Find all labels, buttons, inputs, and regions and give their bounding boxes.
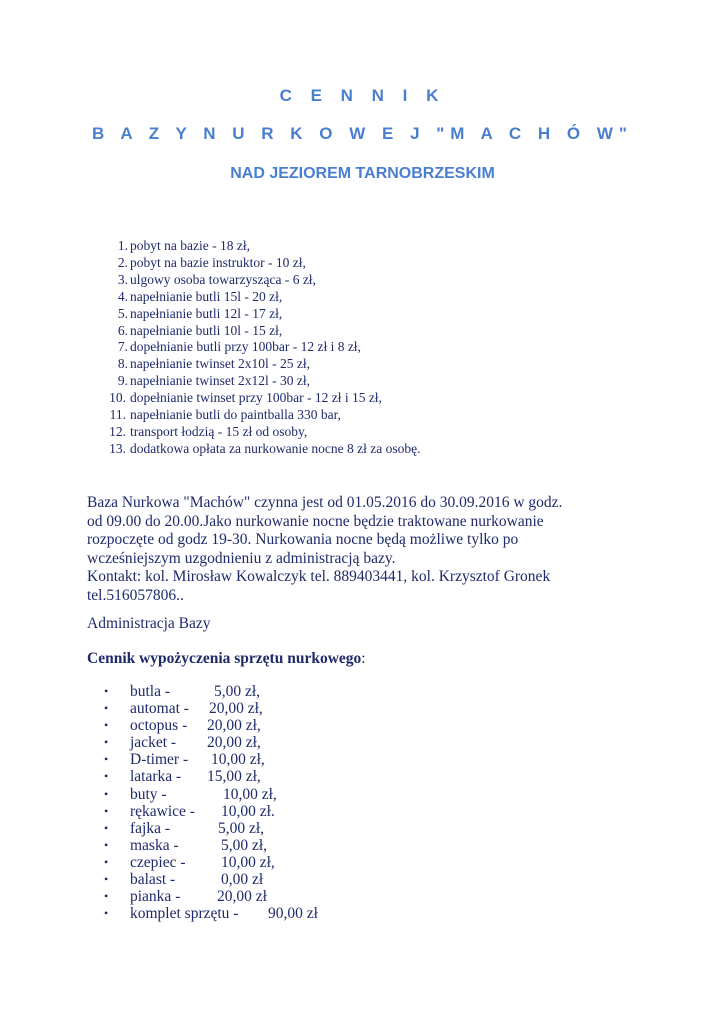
rental-item-name: maska -	[130, 836, 179, 854]
rental-item	[104, 786, 318, 803]
bullet-icon: •	[104, 854, 109, 869]
rental-item-price: 5,00 zł,	[214, 683, 261, 700]
list-item-number: 9.	[117, 373, 128, 389]
rental-item-name: balast -	[130, 871, 176, 889]
list-item-text: napełnianie butli 10l - 15 zł,	[130, 322, 283, 338]
rental-item-price: 20,00 zł	[217, 888, 267, 906]
bullet-icon: •	[104, 820, 109, 835]
document-title: C E N N I K	[279, 86, 446, 105]
bullet-icon: •	[104, 872, 109, 887]
rental-item-price: 10,00 zł.	[221, 802, 275, 820]
rental-item-price: 10,00 zł,	[221, 853, 275, 871]
rental-item-name: octopus -	[130, 717, 188, 735]
rental-item	[104, 803, 318, 820]
list-item-text: napełnianie twinset 2x12l - 30 zł,	[130, 373, 310, 389]
list-item-number: 4.	[117, 288, 128, 304]
rental-item-price: 5,00 zł,	[218, 819, 265, 837]
admin-signature: Administracja Bazy	[87, 615, 211, 632]
list-item-text: transport łodzią - 15 zł od osoby,	[130, 423, 308, 439]
rental-item	[104, 888, 318, 905]
list-item-text: dopełnianie butli przy 100bar - 12 zł i 8 zł,	[130, 339, 361, 355]
document-location: NAD JEZIOREM TARNOBRZESKIM	[230, 165, 495, 182]
rental-item-name: pianka -	[130, 888, 181, 906]
list-item-number: 8.	[117, 356, 128, 372]
info-line: wcześniejszym uzgodnieniu z administracją bazy.	[87, 549, 396, 567]
list-item	[98, 323, 658, 340]
info-line: Baza Nurkowa "Machów" czynna jest od 01.05.2016 do 30.09.2016 w godz.	[87, 494, 563, 511]
bullet-icon: •	[104, 769, 109, 784]
rental-item-name: rękawice -	[130, 802, 195, 820]
rental-item-name: komplet sprzętu -	[130, 905, 239, 923]
rental-item-name: czepiec -	[130, 853, 186, 871]
rental-list	[104, 683, 318, 922]
rental-item-price: 5,00 zł,	[221, 836, 268, 854]
rental-item	[104, 700, 318, 717]
list-item	[98, 390, 658, 407]
list-item-number: 13.	[109, 440, 126, 456]
rental-heading	[87, 650, 366, 668]
rental-item	[104, 820, 318, 837]
rental-item-name: fajka -	[130, 819, 171, 837]
bullet-icon: •	[104, 906, 109, 921]
list-item	[98, 339, 658, 356]
info-line: od 09.00 do 20.00.Jako nurkowanie nocne będzie traktowane nurkowanie	[87, 512, 544, 530]
list-item	[98, 255, 658, 272]
bullet-icon: •	[104, 701, 109, 716]
bullet-icon: •	[104, 889, 109, 904]
rental-item	[104, 734, 318, 751]
rental-item-price: 20,00 zł,	[207, 734, 261, 752]
bullet-icon: •	[104, 718, 109, 733]
rental-item	[104, 717, 318, 734]
bullet-icon: •	[104, 837, 109, 852]
rental-item-price: 20,00 zł,	[207, 717, 261, 735]
rental-heading-text: Cennik wypożyczenia sprzętu nurkowego	[87, 650, 362, 667]
list-item	[98, 424, 658, 441]
rental-item-name: jacket -	[130, 734, 177, 752]
list-item-number: 2.	[117, 254, 128, 270]
bullet-icon: •	[104, 735, 109, 750]
rental-item	[104, 768, 318, 785]
list-item-text: dodatkowa opłata za nurkowanie nocne 8 zł za osobę.	[130, 440, 421, 456]
rental-item	[104, 905, 318, 922]
rental-item-price: 10,00 zł,	[211, 751, 265, 769]
list-item-number: 3.	[117, 271, 128, 287]
rental-item	[104, 871, 318, 888]
list-item	[98, 272, 658, 289]
rental-item	[104, 751, 318, 768]
list-item	[98, 356, 658, 373]
price-list	[98, 238, 658, 458]
list-item-number: 6.	[117, 322, 128, 338]
rental-item-price: 15,00 zł,	[207, 768, 261, 786]
rental-item-price: 10,00 zł,	[223, 785, 277, 803]
list-item-number: 7.	[117, 339, 128, 355]
rental-item-name: latarka -	[130, 768, 182, 786]
rental-item-name: buty -	[130, 785, 167, 803]
bullet-icon: •	[104, 786, 109, 801]
list-item	[98, 289, 658, 306]
list-item-number: 10.	[109, 390, 126, 406]
list-item-text: napełnianie butli 12l - 17 zł,	[130, 305, 283, 321]
list-item-number: 1.	[117, 238, 128, 253]
rental-item	[104, 854, 318, 871]
rental-heading-colon: :	[361, 650, 366, 667]
list-item-text: ulgowy osoba towarzysząca - 6 zł,	[130, 271, 316, 287]
bullet-icon: •	[104, 684, 109, 698]
bullet-icon: •	[104, 803, 109, 818]
contact-line: tel.516057806..	[87, 586, 184, 604]
list-item	[98, 306, 658, 323]
document-subtitle: B A Z Y N U R K O W E J "M A C H Ó W"	[92, 124, 633, 143]
info-paragraph	[87, 494, 647, 606]
rental-item-price: 90,00 zł	[268, 905, 318, 923]
list-item-text: napełnianie butli do paintballa 330 bar,	[130, 407, 341, 423]
rental-item-name: D-timer -	[130, 751, 189, 769]
list-item-text: pobyt na bazie instruktor - 10 zł,	[130, 254, 306, 270]
rental-item-price: 20,00 zł,	[209, 700, 263, 718]
list-item-number: 11.	[109, 407, 126, 423]
rental-item	[104, 837, 318, 854]
rental-item	[104, 683, 318, 700]
list-item-text: napełnianie twinset 2x10l - 25 zł,	[130, 356, 310, 372]
list-item	[98, 238, 658, 255]
bullet-icon: •	[104, 752, 109, 767]
list-item	[98, 441, 658, 458]
list-item-text: pobyt na bazie - 18 zł,	[130, 238, 250, 253]
contact-line: Kontakt: kol. Mirosław Kowalczyk tel. 889403441, kol. Krzysztof Gronek	[87, 568, 551, 586]
list-item	[98, 407, 658, 424]
rental-item-name: automat -	[130, 700, 189, 718]
list-item-text: napełnianie butli 15l - 20 zł,	[130, 288, 283, 304]
rental-item-price: 0,00 zł	[221, 871, 264, 889]
list-item-number: 5.	[117, 305, 128, 321]
list-item-text: dopełnianie twinset przy 100bar - 12 zł i 15 zł,	[130, 390, 382, 406]
list-item-number: 12.	[109, 423, 126, 439]
info-line: rozpoczęte od godz 19-30. Nurkowania nocne będą możliwe tylko po	[87, 531, 519, 549]
rental-item-name: butla -	[130, 683, 171, 700]
list-item	[98, 373, 658, 390]
